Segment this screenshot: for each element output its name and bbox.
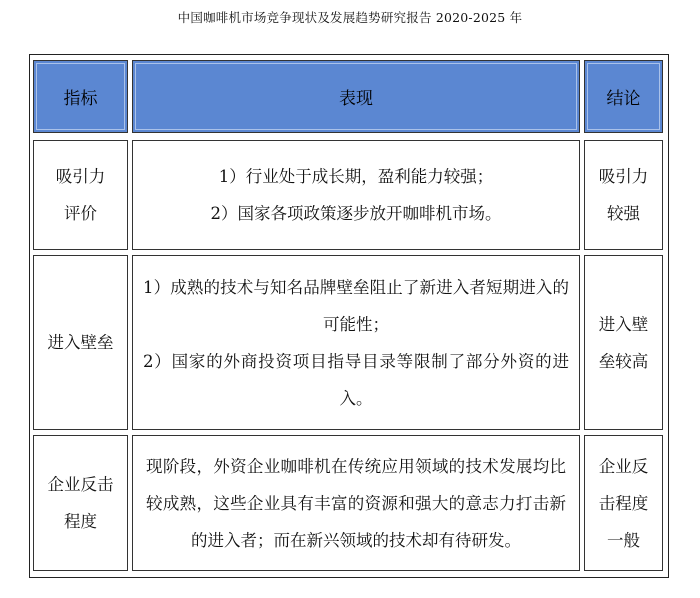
row-entry-barrier-performance bbox=[132, 255, 580, 430]
performance-line: 1）行业处于成长期，盈利能力较强； bbox=[218, 167, 494, 186]
row-entry-barrier-indicator bbox=[33, 255, 128, 430]
conclusion-text: 企业反击程度一般 bbox=[598, 456, 649, 550]
indicator-text: 进入壁垒 bbox=[47, 333, 114, 352]
header-performance-label: 表现 bbox=[135, 63, 577, 130]
performance-text bbox=[133, 269, 579, 417]
row-counterattack-indicator bbox=[33, 435, 128, 571]
performance-line: 2）国家各项政策逐步放开咖啡机市场。 bbox=[210, 204, 502, 223]
row-entry-barrier-conclusion bbox=[584, 255, 663, 430]
analysis-table bbox=[29, 54, 669, 578]
row-attractiveness-indicator bbox=[33, 140, 128, 250]
document-title: 中国咖啡机市场竞争现状及发展趋势研究报告 2020-2025 年 bbox=[177, 10, 523, 25]
row-attractiveness-performance bbox=[132, 140, 580, 250]
header-conclusion bbox=[584, 60, 663, 133]
performance-line: 2）国家的外商投资项目指导目录等限制了部分外资的进入。 bbox=[143, 351, 569, 408]
row-counterattack-performance bbox=[132, 435, 580, 571]
conclusion-text: 进入壁垒较高 bbox=[598, 314, 649, 371]
conclusion-text: 吸引力较强 bbox=[598, 167, 649, 223]
row-attractiveness-conclusion bbox=[584, 140, 663, 250]
performance-text bbox=[136, 448, 576, 559]
indicator-text: 企业反击程度 bbox=[47, 475, 114, 531]
header-conclusion-label: 结论 bbox=[587, 63, 660, 130]
indicator-text: 吸引力评价 bbox=[55, 167, 106, 223]
header-indicator bbox=[33, 60, 128, 133]
row-counterattack-conclusion bbox=[584, 435, 663, 571]
header-indicator-label: 指标 bbox=[36, 63, 125, 130]
performance-line: 1）成熟的技术与知名品牌壁垒阻止了新进入者短期进入的可能性； bbox=[143, 277, 569, 334]
performance-text bbox=[201, 158, 512, 232]
header-performance bbox=[132, 60, 580, 133]
performance-line: 现阶段，外资企业咖啡机在传统应用领域的技术发展均比较成熟，这些企业具有丰富的资源和强大的意志力打击新的进入者；而在新兴领域的技术却有待研发。 bbox=[146, 456, 566, 550]
